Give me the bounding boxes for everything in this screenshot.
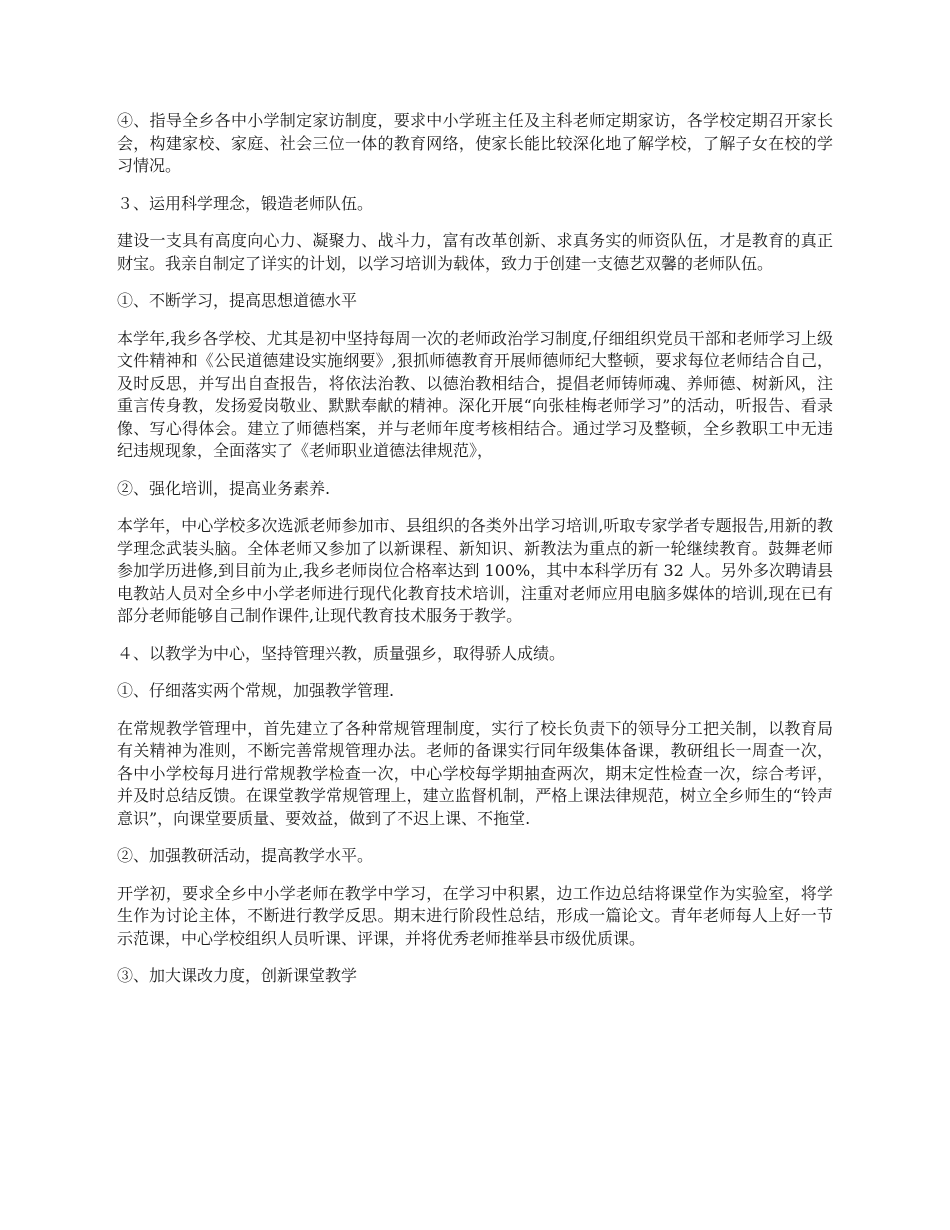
paragraph-home-visit: ④、指导全乡各中小学制定家访制度，要求中小学班主任及主科老师定期家访，各学校定期召开家长会，构建家校、家庭、社会三位一体的教育网络，使家长能比较深化地了解学校，了解子女在校的学习情况。 xyxy=(117,111,833,175)
section-heading-teaching-center: ４、以教学为中心，坚持管理兴教，质量强乡，取得骄人成绩。 xyxy=(117,643,566,663)
paragraph-ethics-study: 本学年,我乡各学校、尤其是初中坚持每周一次的老师政治学习制度,仔细组织党员干部和老师学习上级文件精神和《公民道德建设实施纲要》,狠抓师德教育开展师德师纪大整顿，要求每位老师结合自己，及时反思，并写出自查报告，将依法治教、以德治教相结合，提倡老师铸师魂、养师德、树新风，注重言传身教，发扬爱岗敬业、默默奉献的精神。深化开展“向张桂梅老师学习”的活动，听报告、看录像、写心得体会。建立了师德档案，并与老师年度考核相结合。通过学习及整顿，全乡教职工中无违纪违规现象，全面落实了《老师职业道德法律规范》， xyxy=(117,328,833,460)
section-heading-teacher-team: ３、运用科学理念，锻造老师队伍。 xyxy=(117,193,374,213)
paragraph-training: 本学年，中心学校多次选派老师参加市、县组织的各类外出学习培训,听取专家学者专题报告,用新的教学理念武装头脑。全体老师又参加了以新课程、新知识、新教法为重点的新一轮继续教育。鼓舞老师参加学历进修,到目前为止,我乡老师岗位合格率达到 100%，其中本科学历有 32 人。另外多次聘请县电教站人员对全乡中小学老师进行现代化教育技术培训，注重对老师应用电脑多媒体的培训,现在已有部分老师能够自己制作课件,让现代教育技术服务于教学。 xyxy=(117,516,833,625)
subheading-continuous-learning: ①、不断学习，提高思想道德水平 xyxy=(117,291,358,310)
paragraph-routine-management: 在常规教学管理中，首先建立了各种常规管理制度，实行了校长负责下的领导分工把关制，以教育局有关精神为准则，不断完善常规管理办法。老师的备课实行同年级集体备课，教研组长一周查一次，各中小学校每月进行常规教学检查一次，中心学校每学期抽查两次，期末定性检查一次，综合考评，并及时总结反馈。在课堂教学常规管理上，建立监督机制，严格上课法律规范，树立全乡师生的“铃声意识”，向课堂要质量、要效益，做到了不迟上课、不拖堂. xyxy=(117,718,833,828)
subheading-training: ②、强化培训，提高业务素养. xyxy=(117,478,331,498)
subheading-teaching-research: ②、加强教研活动，提高教学水平。 xyxy=(117,846,374,865)
paragraph-team-building: 建设一支具有高度向心力、凝聚力、战斗力，富有改革创新、求真务实的师资队伍，才是教育的真正财宝。我亲自制定了详实的计划，以学习培训为载体，致力于创建一支德艺双馨的老师队伍。 xyxy=(117,231,833,273)
subheading-curriculum-reform: ③、加大课改力度，创新课堂教学 xyxy=(117,966,358,985)
subheading-two-routines: ①、仔细落实两个常规，加强教学管理. xyxy=(117,681,395,700)
document-page xyxy=(117,110,833,1003)
paragraph-teaching-research: 开学初，要求全乡中小学老师在教学中学习，在学习中积累，边工作边总结将课堂作为实验室，将学生作为讨论主体，不断进行教学反思。期末进行阶段性总结，形成一篇论文。青年老师每人上好一节示范课，中心学校组织人员听课、评课，并将优秀老师推举县市级优质课。 xyxy=(117,883,833,948)
